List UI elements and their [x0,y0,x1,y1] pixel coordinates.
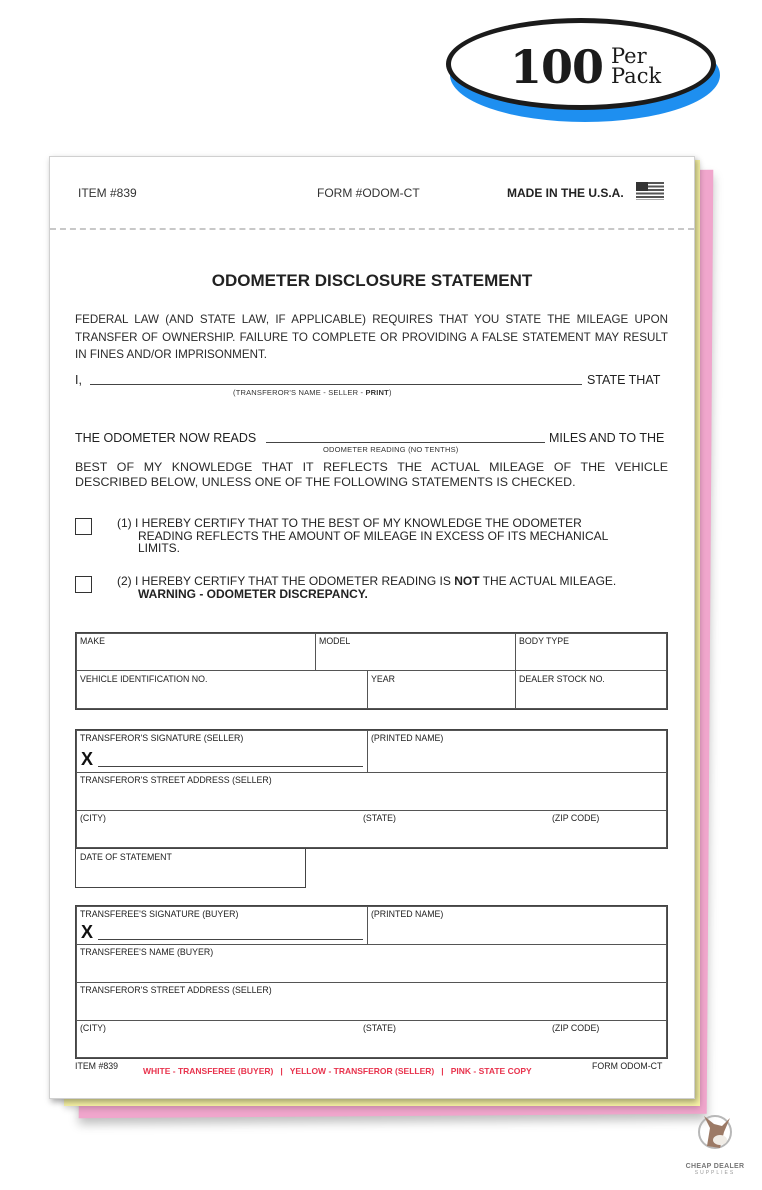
cheap-dealer-supplies-logo [680,1110,750,1180]
badge-quantity: 100 [510,40,604,94]
i-prefix: I, [75,373,82,387]
statement-2-checkbox[interactable] [75,576,92,593]
odometer-reads-label: THE ODOMETER NOW READS [75,431,257,445]
vehicle-info-table [75,632,668,710]
statement-1-checkbox[interactable] [75,518,92,535]
logo-name: CHEAP DEALER [685,1163,745,1170]
item-number: ITEM #839 [78,186,137,200]
buyer-printed-name-label: (PRINTED NAME) [371,909,444,919]
donkey-mascot-icon [680,1110,750,1158]
year-label: YEAR [371,674,395,684]
buyer-name-label: TRANSFEREE'S NAME (BUYER) [80,947,214,957]
per-pack-badge [446,18,722,118]
buyer-state-label: (STATE) [363,1023,396,1033]
buyer-city-label: (CITY) [80,1023,106,1033]
seller-signature-label: TRANSFEROR'S SIGNATURE (SELLER) [80,733,244,743]
dealer-stock-label: DEALER STOCK NO. [519,674,605,684]
seller-street-label: TRANSFEROR'S STREET ADDRESS (SELLER) [80,775,272,785]
buyer-signature-label: TRANSFEREE'S SIGNATURE (BUYER) [80,909,239,919]
seller-zip-label: (ZIP CODE) [552,813,600,823]
odometer-reading-field[interactable] [266,442,545,443]
knowledge-statement: BEST OF MY KNOWLEDGE THAT IT REFLECTS THE ACTUAL MILEAGE OF THE VEHICLE DESCRIBED BELOW, UNLESS ONE OF THE FOLLOWING STATEMENTS IS CHECKED. [75,460,668,489]
statement-2: (2) I HEREBY CERTIFY THAT THE ODOMETER READING IS NOT THE ACTUAL MILEAGE. WARNING - ODOMETER DISCREPANCY. [117,574,617,601]
buyer-signature-x: X [81,922,94,942]
buyer-info-table [75,905,668,1059]
transferor-name-caption: (TRANSFEROR'S NAME - SELLER - PRINT) [233,388,392,397]
model-label: MODEL [319,636,351,646]
perforation-line [50,228,694,230]
state-that-label: STATE THAT [587,373,661,387]
seller-city-label: (CITY) [80,813,106,823]
us-flag-icon [636,182,664,200]
badge-pack: Pack [611,64,662,88]
miles-label: MILES AND TO THE [549,431,665,445]
make-label: MAKE [80,636,105,646]
make-field[interactable] [76,633,316,671]
copy-distribution: WHITE - TRANSFEREE (BUYER) | YELLOW - TRANSFEROR (SELLER) | PINK - STATE COPY [143,1066,532,1076]
form-number: FORM #ODOM-CT [317,186,420,200]
footer-form-number: FORM ODOM-CT [592,1061,663,1071]
buyer-signature-line [98,939,363,940]
statement-1: (1) I HEREBY CERTIFY THAT TO THE BEST OF MY KNOWLEDGE THE ODOMETER READING REFLECTS THE AMOUNT OF MILEAGE IN EXCESS OF ITS MECHANICAL LIMITS. [117,516,609,555]
legal-notice: FEDERAL LAW (AND STATE LAW, IF APPLICABLE) REQUIRES THAT YOU STATE THE MILEAGE UPON TRANSFER OF OWNERSHIP. FAILURE TO COMPLETE OR PROVIDING A FALSE STATEMENT MAY RESULT IN FINES AND/OR IMPRISONMENT. [75,313,668,361]
date-of-statement-field[interactable] [75,848,306,888]
date-of-statement-label: DATE OF STATEMENT [80,852,172,862]
odometer-reading-caption: ODOMETER READING (NO TENTHS) [323,445,459,454]
badge-per: Per [611,44,647,68]
form-title: ODOMETER DISCLOSURE STATEMENT [211,271,533,290]
vin-label: VEHICLE IDENTIFICATION NO. [80,674,208,684]
transferor-name-field[interactable] [90,384,582,385]
seller-info-table [75,729,668,849]
buyer-zip-label: (ZIP CODE) [552,1023,600,1033]
buyer-street-label: TRANSFEROR'S STREET ADDRESS (SELLER) [80,985,272,995]
badge-unit [611,46,661,86]
logo-subtitle: SUPPLIES [694,1170,736,1176]
body-type-label: BODY TYPE [519,636,570,646]
seller-signature-line [98,766,363,767]
seller-printed-name-label: (PRINTED NAME) [371,733,444,743]
made-in-usa: MADE IN THE U.S.A. [507,186,624,200]
seller-state-label: (STATE) [363,813,396,823]
seller-signature-x: X [81,749,94,769]
footer-item-number: ITEM #839 [75,1061,119,1071]
